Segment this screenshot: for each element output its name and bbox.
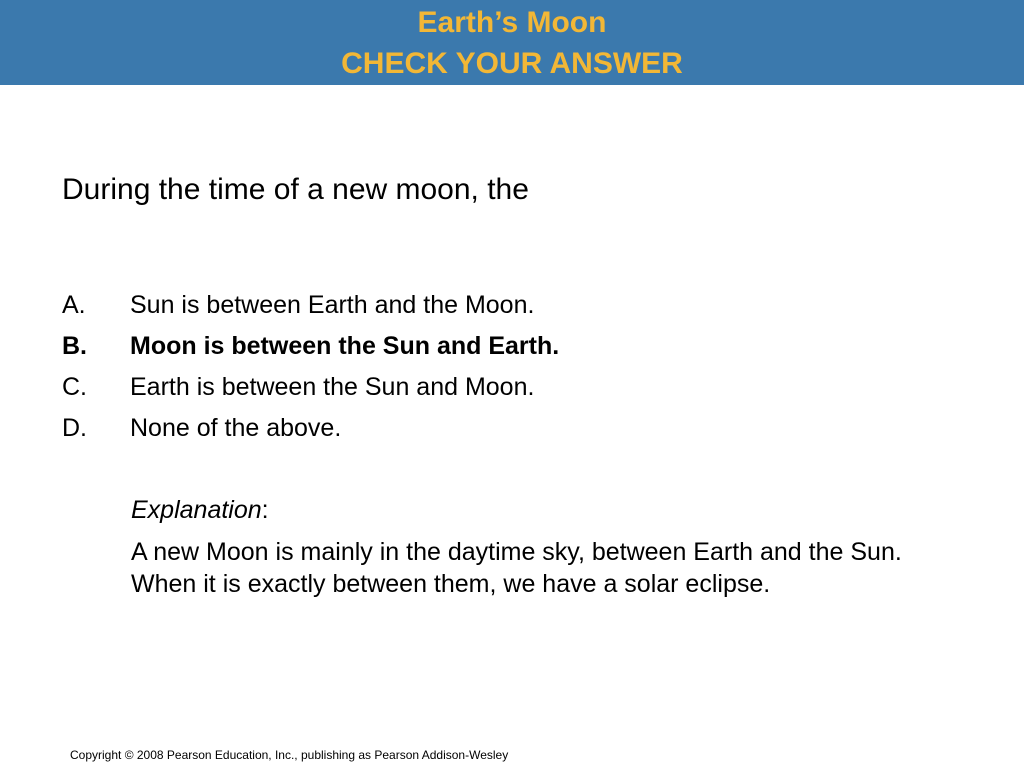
option-letter: A. (62, 291, 86, 319)
option-text: Sun is between Earth and the Moon. (130, 291, 535, 319)
slide-title: Earth’s Moon (417, 6, 607, 39)
option-text: Moon is between the Sun and Earth. (130, 332, 560, 360)
option-text: None of the above. (130, 414, 342, 442)
header-bar (0, 0, 1024, 85)
copyright-notice: Copyright © 2008 Pearson Education, Inc., publishing as Pearson Addison-Wesley (70, 748, 509, 762)
explanation-text: A new Moon is mainly in the daytime sky, between Earth and the Sun. When it is exactly between them, we have a solar eclipse. (131, 538, 902, 598)
explanation-colon: : (261, 496, 269, 524)
option-letter: B. (62, 332, 87, 360)
option-letter: C. (62, 373, 87, 401)
option-text: Earth is between the Sun and Moon. (130, 373, 535, 401)
slide-subtitle: CHECK YOUR ANSWER (341, 47, 683, 80)
explanation-heading (131, 495, 269, 525)
explanation-label: Explanation (131, 496, 262, 524)
option-letter: D. (62, 414, 87, 442)
question-text: During the time of a new moon, the (62, 173, 529, 206)
